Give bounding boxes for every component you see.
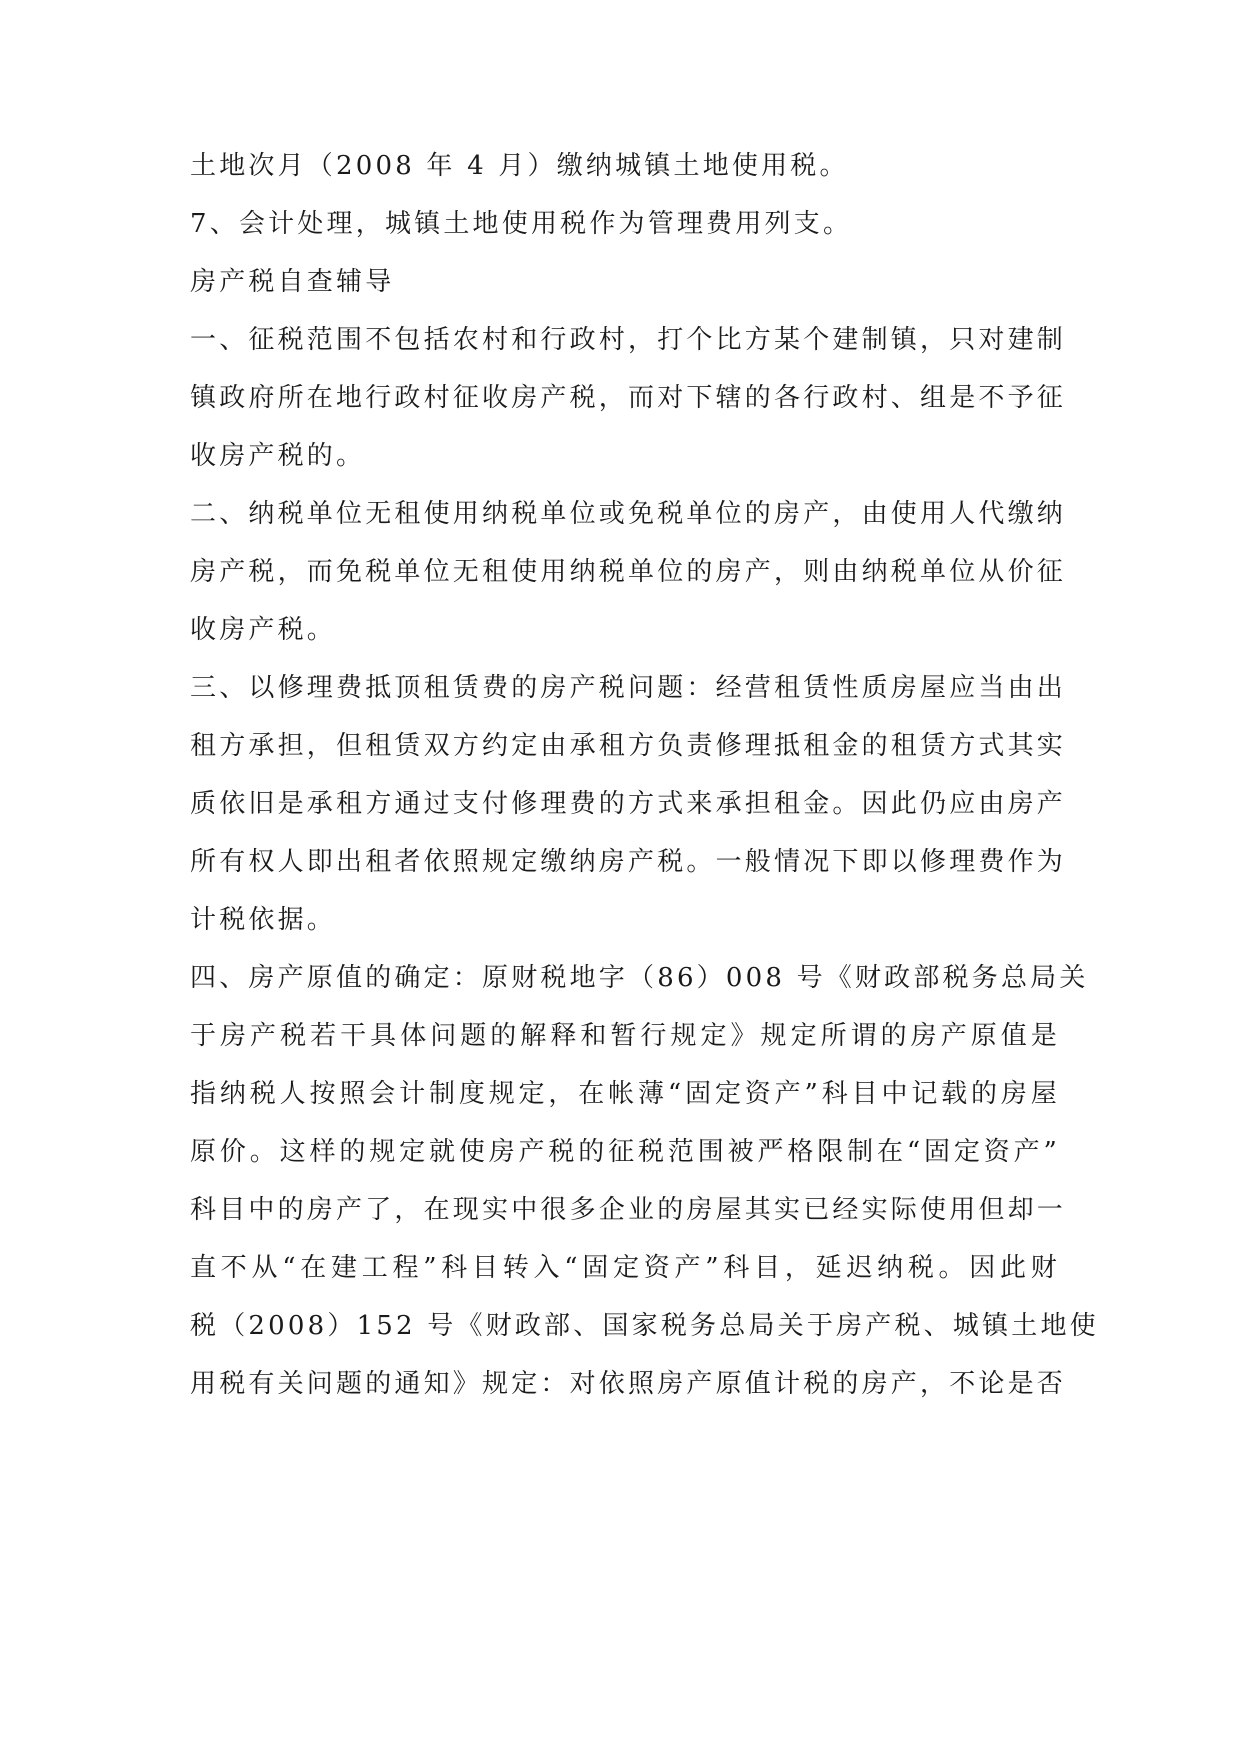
text-line-20: 直不从“在建工程”科目转入“固定资产”科目，延迟纳税。因此财 bbox=[190, 1253, 1060, 1283]
text-line-21: 税（2008）152 号《财政部、国家税务总局关于房产税、城镇土地使 bbox=[190, 1311, 1099, 1341]
text-line-18: 原价。这样的规定就使房产税的征税范围被严格限制在“固定资产” bbox=[190, 1137, 1060, 1167]
text-line-19: 科目中的房产了，在现实中很多企业的房屋其实已经实际使用但却一 bbox=[190, 1195, 1067, 1225]
text-line-16: 于房产税若干具体问题的解释和暂行规定》规定所谓的房产原值是 bbox=[190, 1021, 1060, 1051]
text-line-13: 所有权人即出租者依照规定缴纳房产税。一般情况下即以修理费作为 bbox=[190, 847, 1067, 877]
text-line-9: 收房产税。 bbox=[190, 615, 337, 645]
text-line-11: 租方承担，但租赁双方约定由承租方负责修理抵租金的租赁方式其实 bbox=[190, 731, 1067, 761]
text-line-1: 土地次月（2008 年 4 月）缴纳城镇土地使用税。 bbox=[190, 151, 849, 181]
text-line-14: 计税依据。 bbox=[190, 905, 337, 935]
text-line-2: 7、会计处理，城镇土地使用税作为管理费用列支。 bbox=[190, 209, 853, 239]
text-line-4: 一、征税范围不包括农村和行政村，打个比方某个建制镇，只对建制 bbox=[190, 325, 1067, 355]
text-line-7: 二、纳税单位无租使用纳税单位或免税单位的房产，由使用人代缴纳 bbox=[190, 499, 1067, 529]
text-line-6: 收房产税的。 bbox=[190, 441, 366, 471]
text-line-10: 三、以修理费抵顶租赁费的房产税问题：经营租赁性质房屋应当由出 bbox=[190, 673, 1067, 703]
text-line-5: 镇政府所在地行政村征收房产税，而对下辖的各行政村、组是不予征 bbox=[190, 383, 1067, 413]
section-heading: 房产税自查辅导 bbox=[190, 267, 395, 297]
text-line-8: 房产税，而免税单位无租使用纳税单位的房产，则由纳税单位从价征 bbox=[190, 557, 1067, 587]
text-line-17: 指纳税人按照会计制度规定，在帐薄“固定资产”科目中记载的房屋 bbox=[190, 1079, 1060, 1109]
text-line-22: 用税有关问题的通知》规定：对依照房产原值计税的房产，不论是否 bbox=[190, 1369, 1067, 1399]
text-line-15: 四、房产原值的确定：原财税地字（86）008 号《财政部税务总局关 bbox=[190, 963, 1089, 993]
text-line-12: 质依旧是承租方通过支付修理费的方式来承担租金。因此仍应由房产 bbox=[190, 789, 1067, 819]
